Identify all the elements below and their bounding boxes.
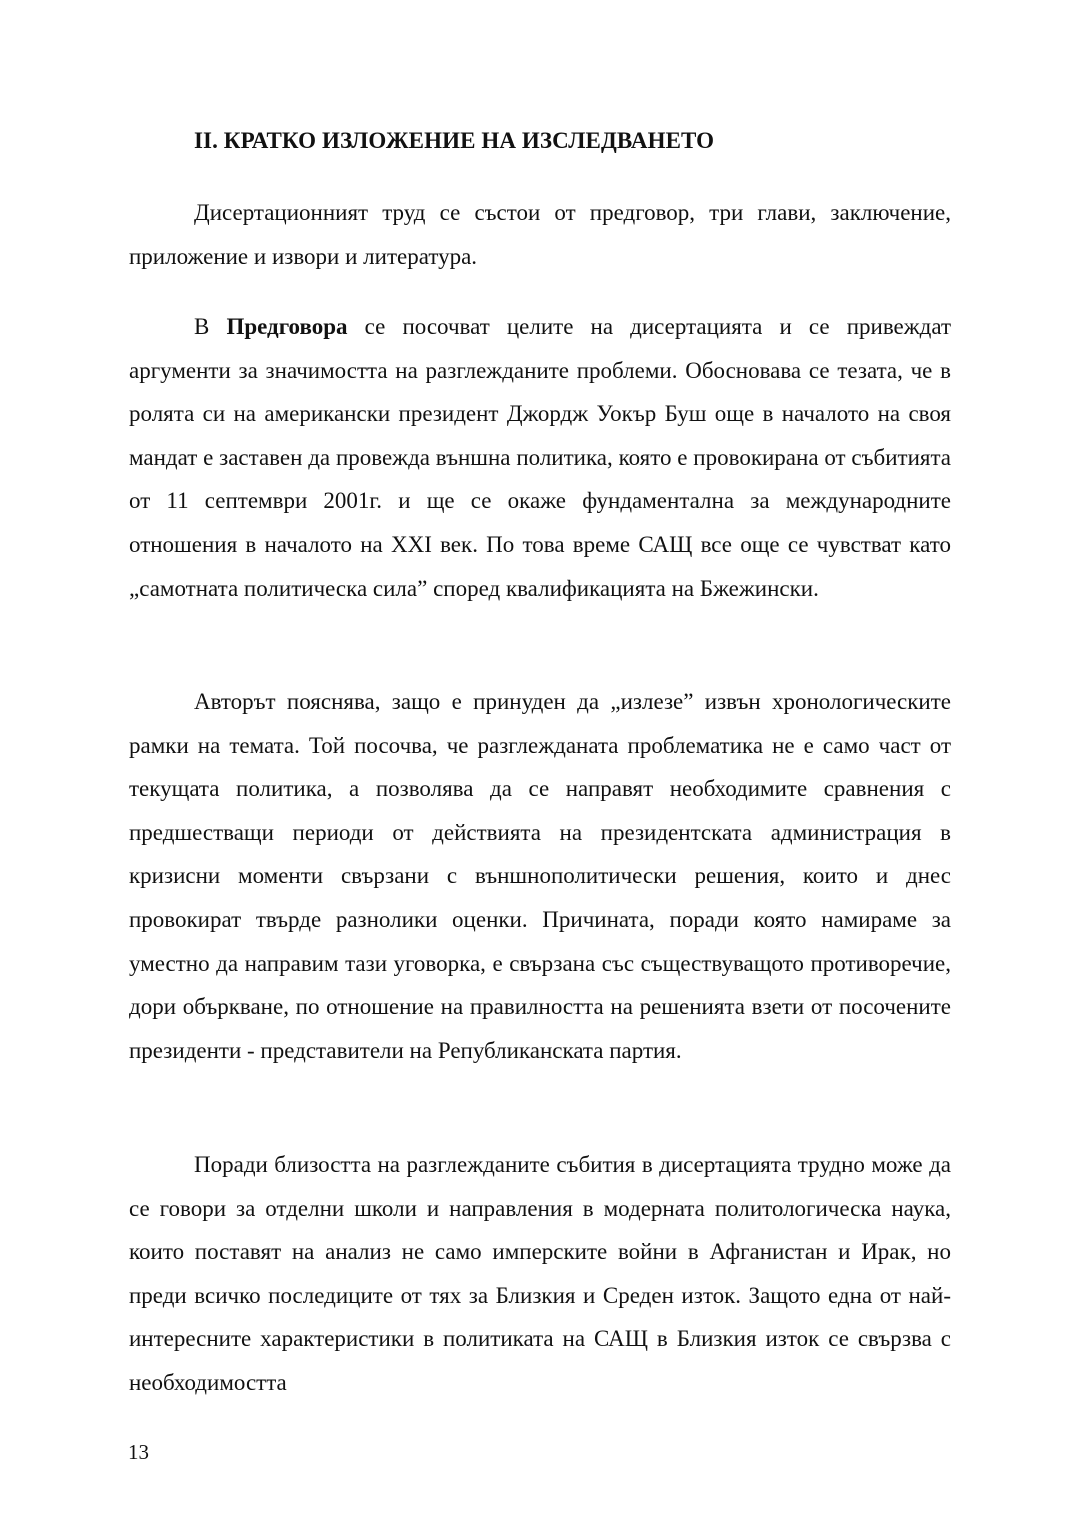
paragraph-text: Авторът пояснява, защо е принуден да „излезе” извън хронологическите рамки на темата. Той посочва, че разглежданата проблематика не е само част от текущата политика, а позволява да се направят необходимите сравнения с предшестващи периоди от действията на президентската администрация в кризисни моменти свързани с външнополитически решения, които и днес провокират твърде разнолики оценки. Причината, поради която намираме за уместно да направим тази уговорка, е свързана със съществуващото противоречие, дори объркване, по отношение на правилността на решенията взети от посочените президенти - представители на Републиканската партия. [129,689,951,1063]
paragraph-text: Поради близостта на разглежданите събития в дисертацията трудно може да се говори за отделни школи и направления в модерната политологическа наука, които поставят на анализ не само имперските войни в Афганистан и Ирак, но преди всичко последиците от тях за Близкия и Среден изток. Защото една от най-интересните характеристики в политиката на САЩ в Близкия изток се свързва с необходимостта [129,1152,951,1395]
paragraph-prefix: В [194,314,227,339]
section-heading: II. КРАТКО ИЗЛОЖЕНИЕ НА ИЗСЛЕДВАНЕТО [194,128,715,153]
paragraph-preface [129,305,951,610]
paragraph-proximity [129,1143,951,1405]
paragraph-intro [129,191,951,278]
paragraph-author [129,680,951,1072]
page-number: 13 [128,1440,149,1464]
paragraph-bold-term: Предговора [226,314,348,339]
paragraph-text: Дисертационният труд се състои от предговор, три глави, заключение, приложение и извори и литература. [129,200,951,269]
paragraph-text: се посочват целите на дисертацията и се привеждат аргументи за значимостта на разглежданите проблеми. Обосновава се тезата, че в ролята си на американски президент Джордж Уокър Буш още в началото на своя мандат е заставен да провежда външна политика, която е провокирана от събитията от 11 септември 2001г. и ще се окаже фундаментална за международните отношения в началото на XXI век. По това време САЩ все още се чувстват като „самотната политическа сила” според квалификацията на Бжежински. [129,314,952,601]
